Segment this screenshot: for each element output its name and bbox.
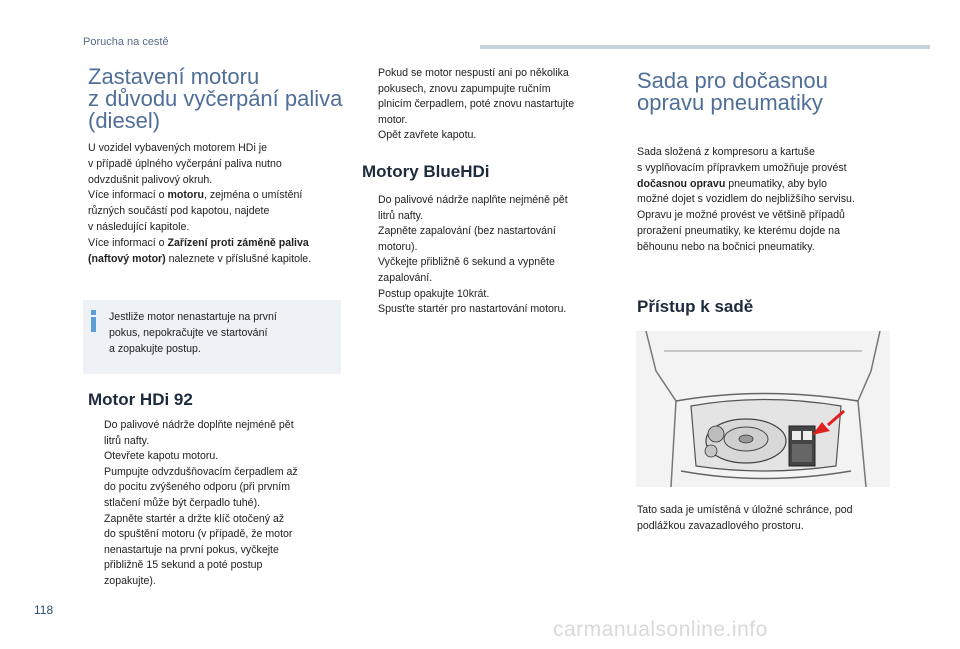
repair-kit-intro — [637, 145, 902, 256]
title-line: (diesel) — [88, 108, 161, 133]
text-line: odvzdušnit palivový okruh. — [88, 173, 213, 186]
list-item: Postup opakujte 10krát. — [378, 287, 490, 300]
text-line: U vozidel vybavených motorem HDi je — [88, 142, 267, 154]
section-title-hdi92: Motor HDi 92 — [88, 390, 193, 409]
bluehdi-steps — [362, 193, 622, 318]
text-line: Tato sada je umístěná v úložné schránce, pod — [637, 504, 853, 516]
watermark: carmanualsonline.info — [553, 618, 768, 641]
text-span: Více informací o — [88, 189, 168, 202]
illustration-caption — [637, 503, 907, 535]
list-item: Pumpujte odvzdušňovacím čerpadlem až do pocitu zvýšeného odporu (při prvním stlačení může být čerpadlo tuhé). — [104, 465, 298, 509]
list-item: Pokud se motor nespustí ani po několika pokusech, znovu zapumpujte ručním plnicím čerpadlem, poté znovu nastartujte motor. — [378, 67, 575, 126]
text-line: různých součástí pod kapotou, najdete — [88, 205, 270, 218]
bold-term: motoru — [167, 189, 204, 202]
page-number: 118 — [34, 603, 54, 617]
text-span: Více informací o — [88, 236, 168, 249]
text-line — [88, 188, 348, 204]
title-line: z důvodu vyčerpání paliva — [88, 86, 343, 111]
list-item: Otevřete kapotu motoru. — [104, 450, 219, 463]
trunk-illustration — [636, 331, 890, 487]
hdi92-steps — [88, 418, 348, 590]
text-line — [637, 177, 902, 193]
section-title-kit-access: Přístup k sadě — [637, 297, 754, 316]
text-line: běhounu nebo na bočnici pneumatiky. — [637, 240, 815, 253]
text-span: , zejména o umístění — [203, 189, 303, 202]
text-line: a zopakujte postup. — [109, 342, 201, 355]
section-title-engine-stop — [88, 66, 358, 132]
list-item: Opět zavřete kapotu. — [378, 129, 477, 142]
engine-stop-intro — [88, 141, 348, 267]
engine-stop-steps-continued — [362, 66, 622, 144]
title-line: opravu pneumatiky — [637, 90, 823, 115]
text-line: Sada složená z kompresoru a kartuše — [637, 146, 815, 158]
text-line — [88, 252, 348, 268]
text-line — [88, 236, 348, 252]
bold-term: (naftový motor) — [88, 252, 166, 265]
text-line: v následující kapitole. — [88, 220, 190, 233]
text-span: pneumatiky, aby bylo — [725, 177, 827, 190]
text-line: Opravu je možné provést ve většině případů — [637, 209, 845, 222]
list-item: Do palivové nádrže naplňte nejméně pět litrů nafty. — [378, 194, 568, 222]
trunk-drawing — [636, 331, 890, 487]
text-line: v případě úplného vyčerpání paliva nutno — [88, 157, 282, 170]
text-span: naleznete v příslušné kapitole. — [165, 252, 312, 265]
info-box — [83, 300, 341, 374]
list-item: Spusťte startér pro nastartování motoru. — [378, 303, 567, 316]
title-line: Zastavení motoru — [88, 64, 260, 89]
info-text — [109, 310, 334, 357]
running-header: Porucha na cestě — [83, 36, 169, 48]
list-item: Vyčkejte přibližně 6 sekund a vypněte zapalování. — [378, 256, 555, 284]
text-line: Jestliže motor nenastartuje na první — [109, 311, 277, 323]
text-line: proražení pneumatiky, ke kterému dojde na — [637, 224, 840, 237]
title-line: Sada pro dočasnou — [637, 68, 828, 93]
section-title-bluehdi: Motory BlueHDi — [362, 162, 490, 181]
text-line: s vyplňovacím přípravkem umožňuje provést — [637, 161, 847, 174]
list-item: Do palivové nádrže doplňte nejméně pět litrů nafty. — [104, 419, 294, 447]
list-item: Zapněte zapalování (bez nastartování motoru). — [378, 225, 556, 253]
section-title-repair-kit — [637, 70, 907, 114]
text-line: pokus, nepokračujte ve startování — [109, 326, 268, 339]
text-line: podlážkou zavazadlového prostoru. — [637, 519, 804, 532]
list-item: Zapněte startér a držte klíč otočený až do spuštění motoru (v případě, že motor nenastartuje na první pokus, vyčkejte přibližně 15 sekund a poté postup zopakujte). — [104, 512, 293, 587]
bold-term: Zařízení proti záměně paliva — [167, 236, 309, 249]
text-line: možné dojet s vozidlem do nejbližšího servisu. — [637, 193, 855, 206]
info-icon — [91, 310, 96, 332]
header-rule — [480, 45, 930, 49]
bold-term: dočasnou opravu — [637, 177, 726, 190]
